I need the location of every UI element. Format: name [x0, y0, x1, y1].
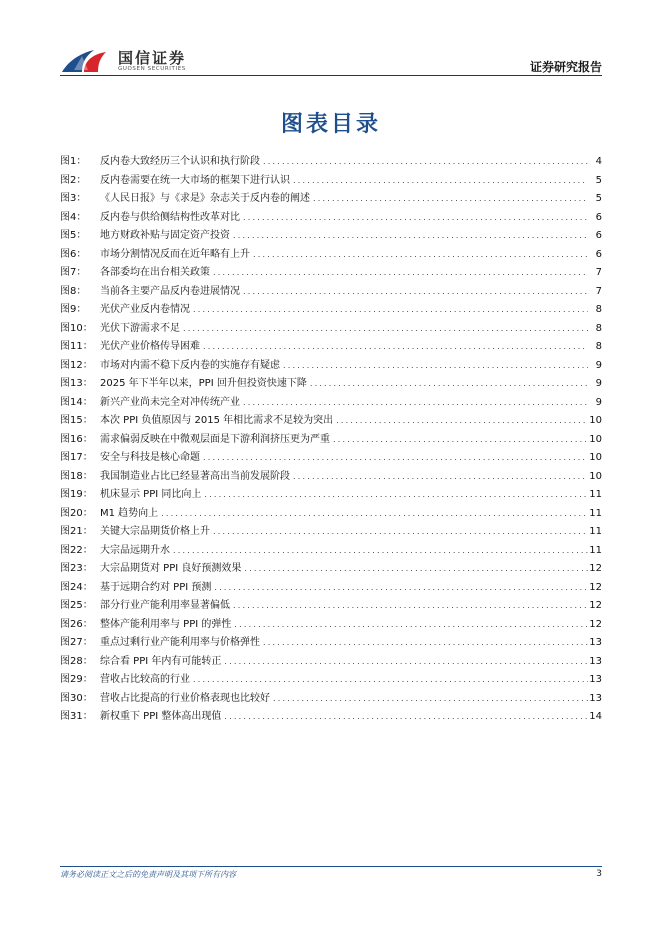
table-of-figures — [60, 153, 602, 727]
toc-figure-number: 图29： — [60, 674, 93, 685]
header-divider — [60, 75, 602, 76]
toc-figure-title: 反内卷与供给侧结构性改革对比 — [100, 211, 240, 223]
toc-page-number: 11 — [589, 489, 602, 500]
toc-figure-title: 我国制造业占比已经显著高出当前发展阶段 — [100, 470, 290, 482]
toc-figure-number: 图7： — [60, 267, 87, 278]
toc-figure-title: 整体产能利用率与 PPI 的弹性 — [100, 618, 232, 630]
toc-dot-leader — [243, 283, 588, 302]
toc-figure-number: 图17： — [60, 452, 93, 463]
toc-entry[interactable] — [60, 616, 602, 635]
toc-entry[interactable] — [60, 597, 602, 616]
toc-figure-number: 图28： — [60, 655, 93, 667]
toc-dot-leader — [213, 523, 588, 542]
toc-figure-number: 图23： — [60, 563, 93, 574]
toc-figure-number: 图31： — [60, 711, 93, 722]
toc-entry[interactable] — [60, 264, 602, 283]
toc-entry[interactable] — [60, 357, 602, 376]
toc-figure-title: 光伏产业反内卷情况 — [100, 304, 190, 315]
toc-figure-number: 图8： — [60, 285, 87, 297]
toc-figure-title: 地方财政补贴与固定资产投资 — [100, 230, 230, 241]
toc-dot-leader — [213, 264, 588, 283]
toc-figure-number: 图20： — [60, 507, 93, 519]
footer-disclaimer: 请务必阅读正文之后的免责声明及其项下所有内容 — [60, 870, 236, 879]
toc-entry[interactable] — [60, 301, 602, 320]
toc-figure-title: 机床显示 PPI 同比向上 — [100, 489, 202, 500]
toc-dot-leader — [193, 671, 588, 690]
toc-entry[interactable] — [60, 560, 602, 579]
toc-dot-leader — [243, 209, 588, 228]
toc-entry[interactable] — [60, 172, 602, 191]
toc-figure-title: 大宗品期货对 PPI 良好预测效果 — [100, 563, 242, 574]
toc-entry[interactable] — [60, 523, 602, 542]
toc-figure-number: 图4： — [60, 211, 87, 223]
toc-dot-leader — [193, 301, 588, 320]
toc-page-number: 13 — [589, 692, 602, 704]
toc-page-number: 5 — [595, 174, 602, 186]
toc-page-number: 10 — [589, 415, 602, 426]
toc-page-number: 7 — [595, 285, 602, 297]
toc-page-number: 9 — [595, 378, 602, 389]
toc-figure-title: M1 趋势向上 — [100, 507, 159, 519]
toc-figure-title: 当前各主要产品反内卷进展情况 — [100, 285, 240, 297]
toc-entry[interactable] — [60, 412, 602, 431]
toc-dot-leader — [203, 449, 588, 468]
toc-dot-leader — [243, 394, 588, 413]
toc-figure-number: 图6： — [60, 248, 87, 260]
toc-dot-leader — [333, 431, 588, 450]
toc-entry[interactable] — [60, 708, 602, 727]
page-title: 图表目录 — [280, 112, 381, 137]
toc-dot-leader — [224, 653, 588, 672]
toc-figure-number: 图12： — [60, 359, 93, 371]
toc-entry[interactable] — [60, 246, 602, 265]
toc-figure-title: 市场对内需不稳下反内卷的实施存有疑虑 — [100, 359, 280, 371]
toc-figure-number: 图5： — [60, 230, 87, 241]
toc-entry[interactable] — [60, 449, 602, 468]
toc-page-number: 12 — [589, 563, 602, 574]
toc-dot-leader — [263, 634, 588, 653]
toc-entry[interactable] — [60, 690, 602, 709]
toc-figure-number: 图13： — [60, 378, 93, 389]
toc-entry[interactable] — [60, 431, 602, 450]
toc-figure-title: 新兴产业尚未完全对冲传统产业 — [100, 396, 240, 408]
toc-entry[interactable] — [60, 190, 602, 209]
toc-page-number: 13 — [589, 674, 602, 685]
toc-dot-leader — [204, 486, 588, 505]
toc-figure-title: 2025 年下半年以来，PPI 回升但投资快速下降 — [100, 378, 307, 389]
toc-page-number: 9 — [595, 359, 602, 371]
toc-dot-leader — [313, 190, 588, 209]
toc-page-number: 10 — [589, 470, 602, 482]
toc-figure-number: 图19： — [60, 489, 93, 500]
toc-entry[interactable] — [60, 634, 602, 653]
toc-dot-leader — [273, 690, 588, 709]
toc-entry[interactable] — [60, 671, 602, 690]
toc-page-number: 8 — [595, 322, 602, 334]
toc-figure-number: 图25： — [60, 600, 93, 611]
toc-dot-leader — [283, 357, 588, 376]
toc-page-number: 10 — [589, 452, 602, 463]
toc-figure-title: 《人民日报》与《求是》杂志关于反内卷的阐述 — [100, 193, 310, 204]
toc-page-number: 12 — [589, 618, 602, 630]
toc-entry[interactable] — [60, 227, 602, 246]
logo-english-text: GUOSEN SECURITIES — [118, 66, 186, 72]
toc-entry[interactable] — [60, 486, 602, 505]
toc-dot-leader — [293, 468, 588, 487]
toc-page-number: 11 — [589, 526, 602, 537]
toc-entry[interactable] — [60, 468, 602, 487]
toc-figure-number: 图21： — [60, 526, 93, 537]
toc-dot-leader — [310, 375, 588, 394]
toc-entry[interactable] — [60, 375, 602, 394]
toc-figure-title: 重点过剩行业产能利用率与价格弹性 — [100, 637, 260, 648]
toc-page-number: 13 — [589, 637, 602, 648]
toc-figure-number: 图2： — [60, 174, 87, 186]
toc-page-number: 8 — [595, 341, 602, 352]
toc-figure-title: 市场分割情况反而在近年略有上升 — [100, 248, 250, 260]
toc-dot-leader — [233, 597, 588, 616]
guosen-logo — [60, 44, 190, 78]
toc-figure-number: 图10： — [60, 322, 93, 334]
toc-page-number: 6 — [595, 248, 602, 260]
toc-dot-leader — [173, 542, 588, 561]
toc-entry[interactable] — [60, 320, 602, 339]
toc-entry[interactable] — [60, 542, 602, 561]
toc-figure-number: 图16： — [60, 433, 93, 445]
toc-figure-title: 新权重下 PPI 整体高出现值 — [100, 711, 222, 722]
toc-page-number: 6 — [595, 230, 602, 241]
toc-dot-leader — [234, 616, 588, 635]
toc-page-number: 11 — [589, 507, 602, 519]
toc-figure-number: 图11： — [60, 341, 93, 352]
toc-figure-title: 本次 PPI 负值原因与 2015 年相比需求不足较为突出 — [100, 415, 334, 426]
toc-page-number: 9 — [595, 396, 602, 408]
toc-dot-leader — [253, 246, 588, 265]
toc-figure-number: 图30： — [60, 692, 93, 704]
guosen-logo-icon — [60, 44, 114, 78]
toc-entry[interactable] — [60, 394, 602, 413]
toc-dot-leader — [183, 320, 588, 339]
toc-dot-leader — [224, 708, 588, 727]
toc-figure-title: 部分行业产能利用率显著偏低 — [100, 600, 230, 611]
toc-figure-title: 综合看 PPI 年内有可能转正 — [100, 655, 222, 667]
toc-page-number: 7 — [595, 267, 602, 278]
toc-entry[interactable] — [60, 338, 602, 357]
toc-page-number: 5 — [595, 193, 602, 204]
toc-figure-number: 图9： — [60, 304, 87, 315]
toc-figure-number: 图24： — [60, 581, 93, 593]
toc-figure-number: 图26： — [60, 618, 93, 630]
toc-figure-title: 光伏产业价格传导困难 — [100, 341, 200, 352]
toc-entry[interactable] — [60, 209, 602, 228]
toc-figure-title: 营收占比提高的行业价格表现也比较好 — [100, 692, 270, 704]
toc-dot-leader — [214, 579, 588, 598]
toc-dot-leader — [244, 560, 588, 579]
footer-divider — [60, 866, 602, 867]
page-header — [0, 0, 662, 82]
toc-entry[interactable] — [60, 505, 602, 524]
toc-figure-title: 反内卷需要在统一大市场的框架下进行认识 — [100, 174, 290, 186]
report-type-label: 证券研究报告 — [529, 60, 602, 74]
toc-figure-title: 安全与科技是核心命题 — [100, 452, 200, 463]
toc-figure-number: 图3： — [60, 193, 87, 204]
toc-figure-title: 各部委均在出台相关政策 — [100, 267, 210, 278]
toc-figure-title: 营收占比较高的行业 — [100, 674, 190, 685]
toc-dot-leader — [263, 153, 588, 172]
toc-figure-number: 图14： — [60, 396, 93, 408]
toc-figure-title: 需求偏弱反映在中微观层面是下游利润挤压更为严重 — [100, 433, 330, 445]
toc-page-number: 6 — [595, 211, 602, 223]
toc-page-number: 14 — [589, 711, 602, 722]
toc-page-number: 4 — [595, 156, 602, 167]
toc-page-number: 10 — [589, 433, 602, 445]
toc-figure-number: 图27： — [60, 637, 93, 648]
toc-figure-number: 图1： — [60, 156, 87, 167]
toc-figure-title: 反内卷大致经历三个认识和执行阶段 — [100, 156, 260, 167]
toc-dot-leader — [336, 412, 588, 431]
toc-dot-leader — [233, 227, 588, 246]
toc-page-number: 12 — [589, 600, 602, 611]
toc-page-number: 13 — [589, 655, 602, 667]
logo-chinese-text: 国信证券 — [118, 49, 187, 67]
toc-figure-title: 关键大宗品期货价格上升 — [100, 526, 210, 537]
toc-dot-leader — [161, 505, 588, 524]
toc-page-number: 12 — [589, 581, 602, 593]
toc-figure-title: 光伏下游需求不足 — [100, 322, 180, 334]
toc-figure-number: 图15： — [60, 415, 93, 426]
toc-dot-leader — [293, 172, 588, 191]
toc-figure-title: 基于远期合约对 PPI 预测 — [100, 581, 212, 593]
toc-page-number: 11 — [589, 544, 602, 556]
toc-page-number: 8 — [595, 304, 602, 315]
toc-figure-number: 图18： — [60, 470, 93, 482]
toc-entry[interactable] — [60, 283, 602, 302]
toc-figure-title: 大宗品远期升水 — [100, 544, 170, 556]
toc-entry[interactable] — [60, 153, 602, 172]
page-number: 3 — [596, 869, 602, 879]
toc-entry[interactable] — [60, 653, 602, 672]
toc-entry[interactable] — [60, 579, 602, 598]
toc-figure-number: 图22： — [60, 544, 93, 556]
toc-dot-leader — [203, 338, 588, 357]
